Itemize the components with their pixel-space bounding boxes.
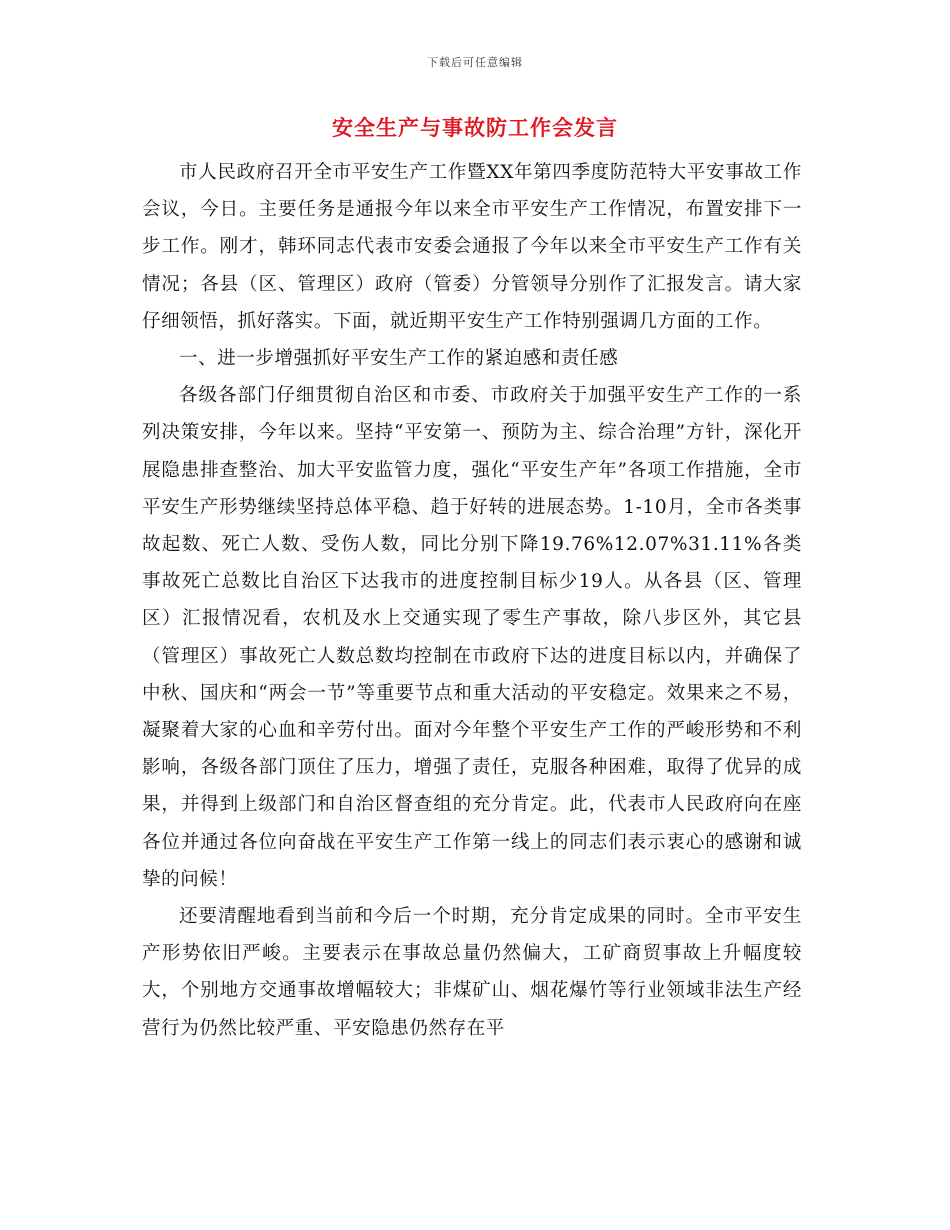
section-heading-1: 一、进一步增强抓好平安生产工作的紧迫感和责任感 (179, 348, 619, 370)
paragraph-intro: 市人民政府召开全市平安生产工作暨XX年第四季度防范特大平安事故工作会议，今日。主要任务是通报今年以来全市平安生产工作情况，布置安排下一步工作。刚才，韩环同志代表市安委会通报了今年以来全市平安生产工作有关情况；各县（区、管理区）政府（管委）分管领导分别作了汇报发言。请大家仔细领悟，抓好落实。下面，就近期平安生产工作特别强调几方面的工作。 (142, 162, 802, 332)
paragraph-achievements: 各级各部门仔细贯彻自治区和市委、市政府关于加强平安生产工作的一系列决策安排，今年以来。坚持“平安第一、预防为主、综合治理”方针，深化开展隐患排查整治、加大平安监管力度，强化“平安生产年”各项工作措施，全市平安生产形势继续坚持总体平稳、趋于好转的进展态势。1-10月，全市各类事故起数、死亡人数、受伤人数，同比分别下降19.76%12.07%31.11%各类事故死亡总数比自治区下达我市的进度控制目标少19人。从各县（区、管理区）汇报情况看，农机及水上交通实现了零生产事故，除八步区外，其它县（管理区）事故死亡人数总数均控制在市政府下达的进度目标以内，并确保了中秋、国庆和“两会一节”等重要节点和重大活动的平安稳定。效果来之不易，凝聚着大家的心血和辛劳付出。面对今年整个平安生产工作的严峻形势和不利影响，各级各部门顶住了压力，增强了责任，克服各种困难，取得了优异的成果，并得到上级部门和自治区督查组的充分肯定。此，代表市人民政府向在座各位并通过各位向奋战在平安生产工作第一线上的同志们表示衷心的感谢和诚挚的问候！ (142, 385, 802, 890)
document-body (142, 154, 802, 1047)
header-note: 下载后可任意编辑 (427, 56, 523, 69)
paragraph-challenges: 还要清醒地看到当前和今后一个时期，充分肯定成果的同时。全市平安生产形势依旧严峻。主要表示在事故总量仍然偏大，工矿商贸事故上升幅度较大，个别地方交通事故增幅较大；非煤矿山、烟花爆竹等行业领域非法生产经营行为仍然比较严重、平安隐患仍然存在平 (142, 906, 802, 1039)
document-title: 安全生产与事故防工作会发言 (332, 115, 618, 140)
